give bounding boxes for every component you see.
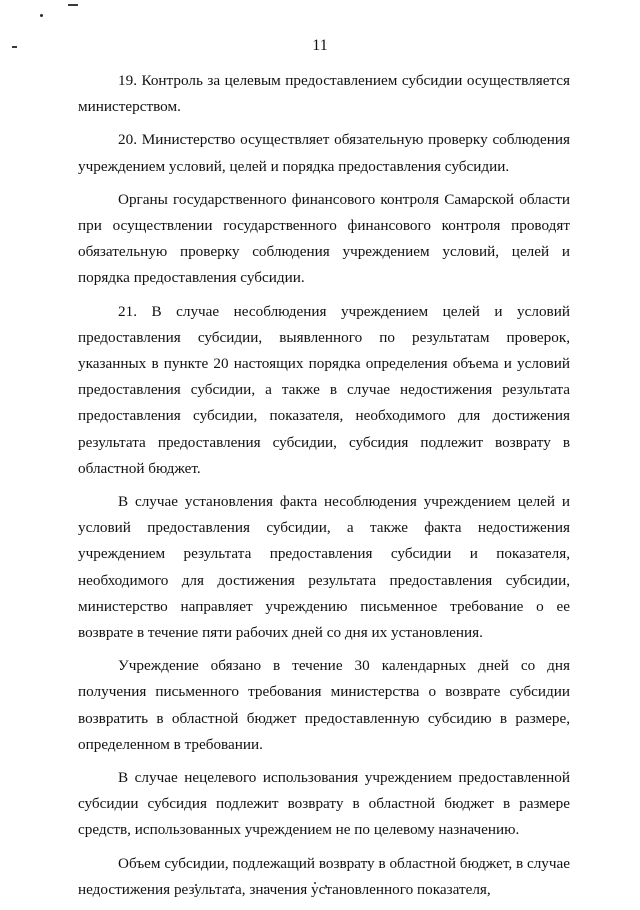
- paragraph-misuse: В случае нецелевого использования учреждением предоставленной субсидии субсидия подлежит возврату в областной бюджет в размере средств, использованных учреждением не по целевому назначению.: [78, 769, 570, 839]
- paragraph-return-obligation: Учреждение обязано в течение 30 календарных дней со дня получения письменного требования министерства о возврате субсидии возвратить в областной бюджет предоставленную субсидию в размере, определенном в требовании.: [78, 657, 570, 753]
- page-number: 11: [312, 37, 328, 54]
- paragraph-19: 19. Контроль за целевым предоставлением субсидии осуществляется министерством.: [78, 72, 570, 116]
- paragraph-violation-fact: В случае установления факта несоблюдения учреждением целей и условий предоставления субсидии, а также факта недостижения учреждением результата предоставления субсидии и показателя, необходимого для достижения результата предоставления субсидии, министерство направляет учреждению письменное требование о ее возврате в течение пяти рабочих дней со дня их установления.: [78, 493, 570, 642]
- paragraph-return-volume: Объем субсидии, подлежащий возврату в областной бюджет, в случае недостижения результата, значения установленного показателя,: [78, 854, 570, 898]
- paragraph-21: 21. В случае несоблюдения учреждением целей и условий предоставления субсидии, выявленного по результатам проверок, указанных в пункте 20 настоящих порядка определения объема и условий предоставления субсидии, а также в случае недостижения результата предоставления субсидии, показателя, необходимого для достижения результата предоставления субсидии, субсидия подлежит возврату в областной бюджет.: [78, 302, 570, 477]
- scan-mark: [68, 4, 78, 6]
- document-body: [78, 68, 570, 910]
- paragraph-control-bodies: Органы государственного финансового контроля Самарской области при осуществлении государственного финансового контроля проводят обязательную проверку соблюдения учреждением условий, целей и порядка предоставления субсидии.: [78, 190, 570, 287]
- scan-speck: [40, 14, 43, 17]
- paragraph-20: 20. Министерство осуществляет обязательную проверку соблюдения учреждением условий, целей и порядка предоставления субсидии.: [78, 131, 570, 175]
